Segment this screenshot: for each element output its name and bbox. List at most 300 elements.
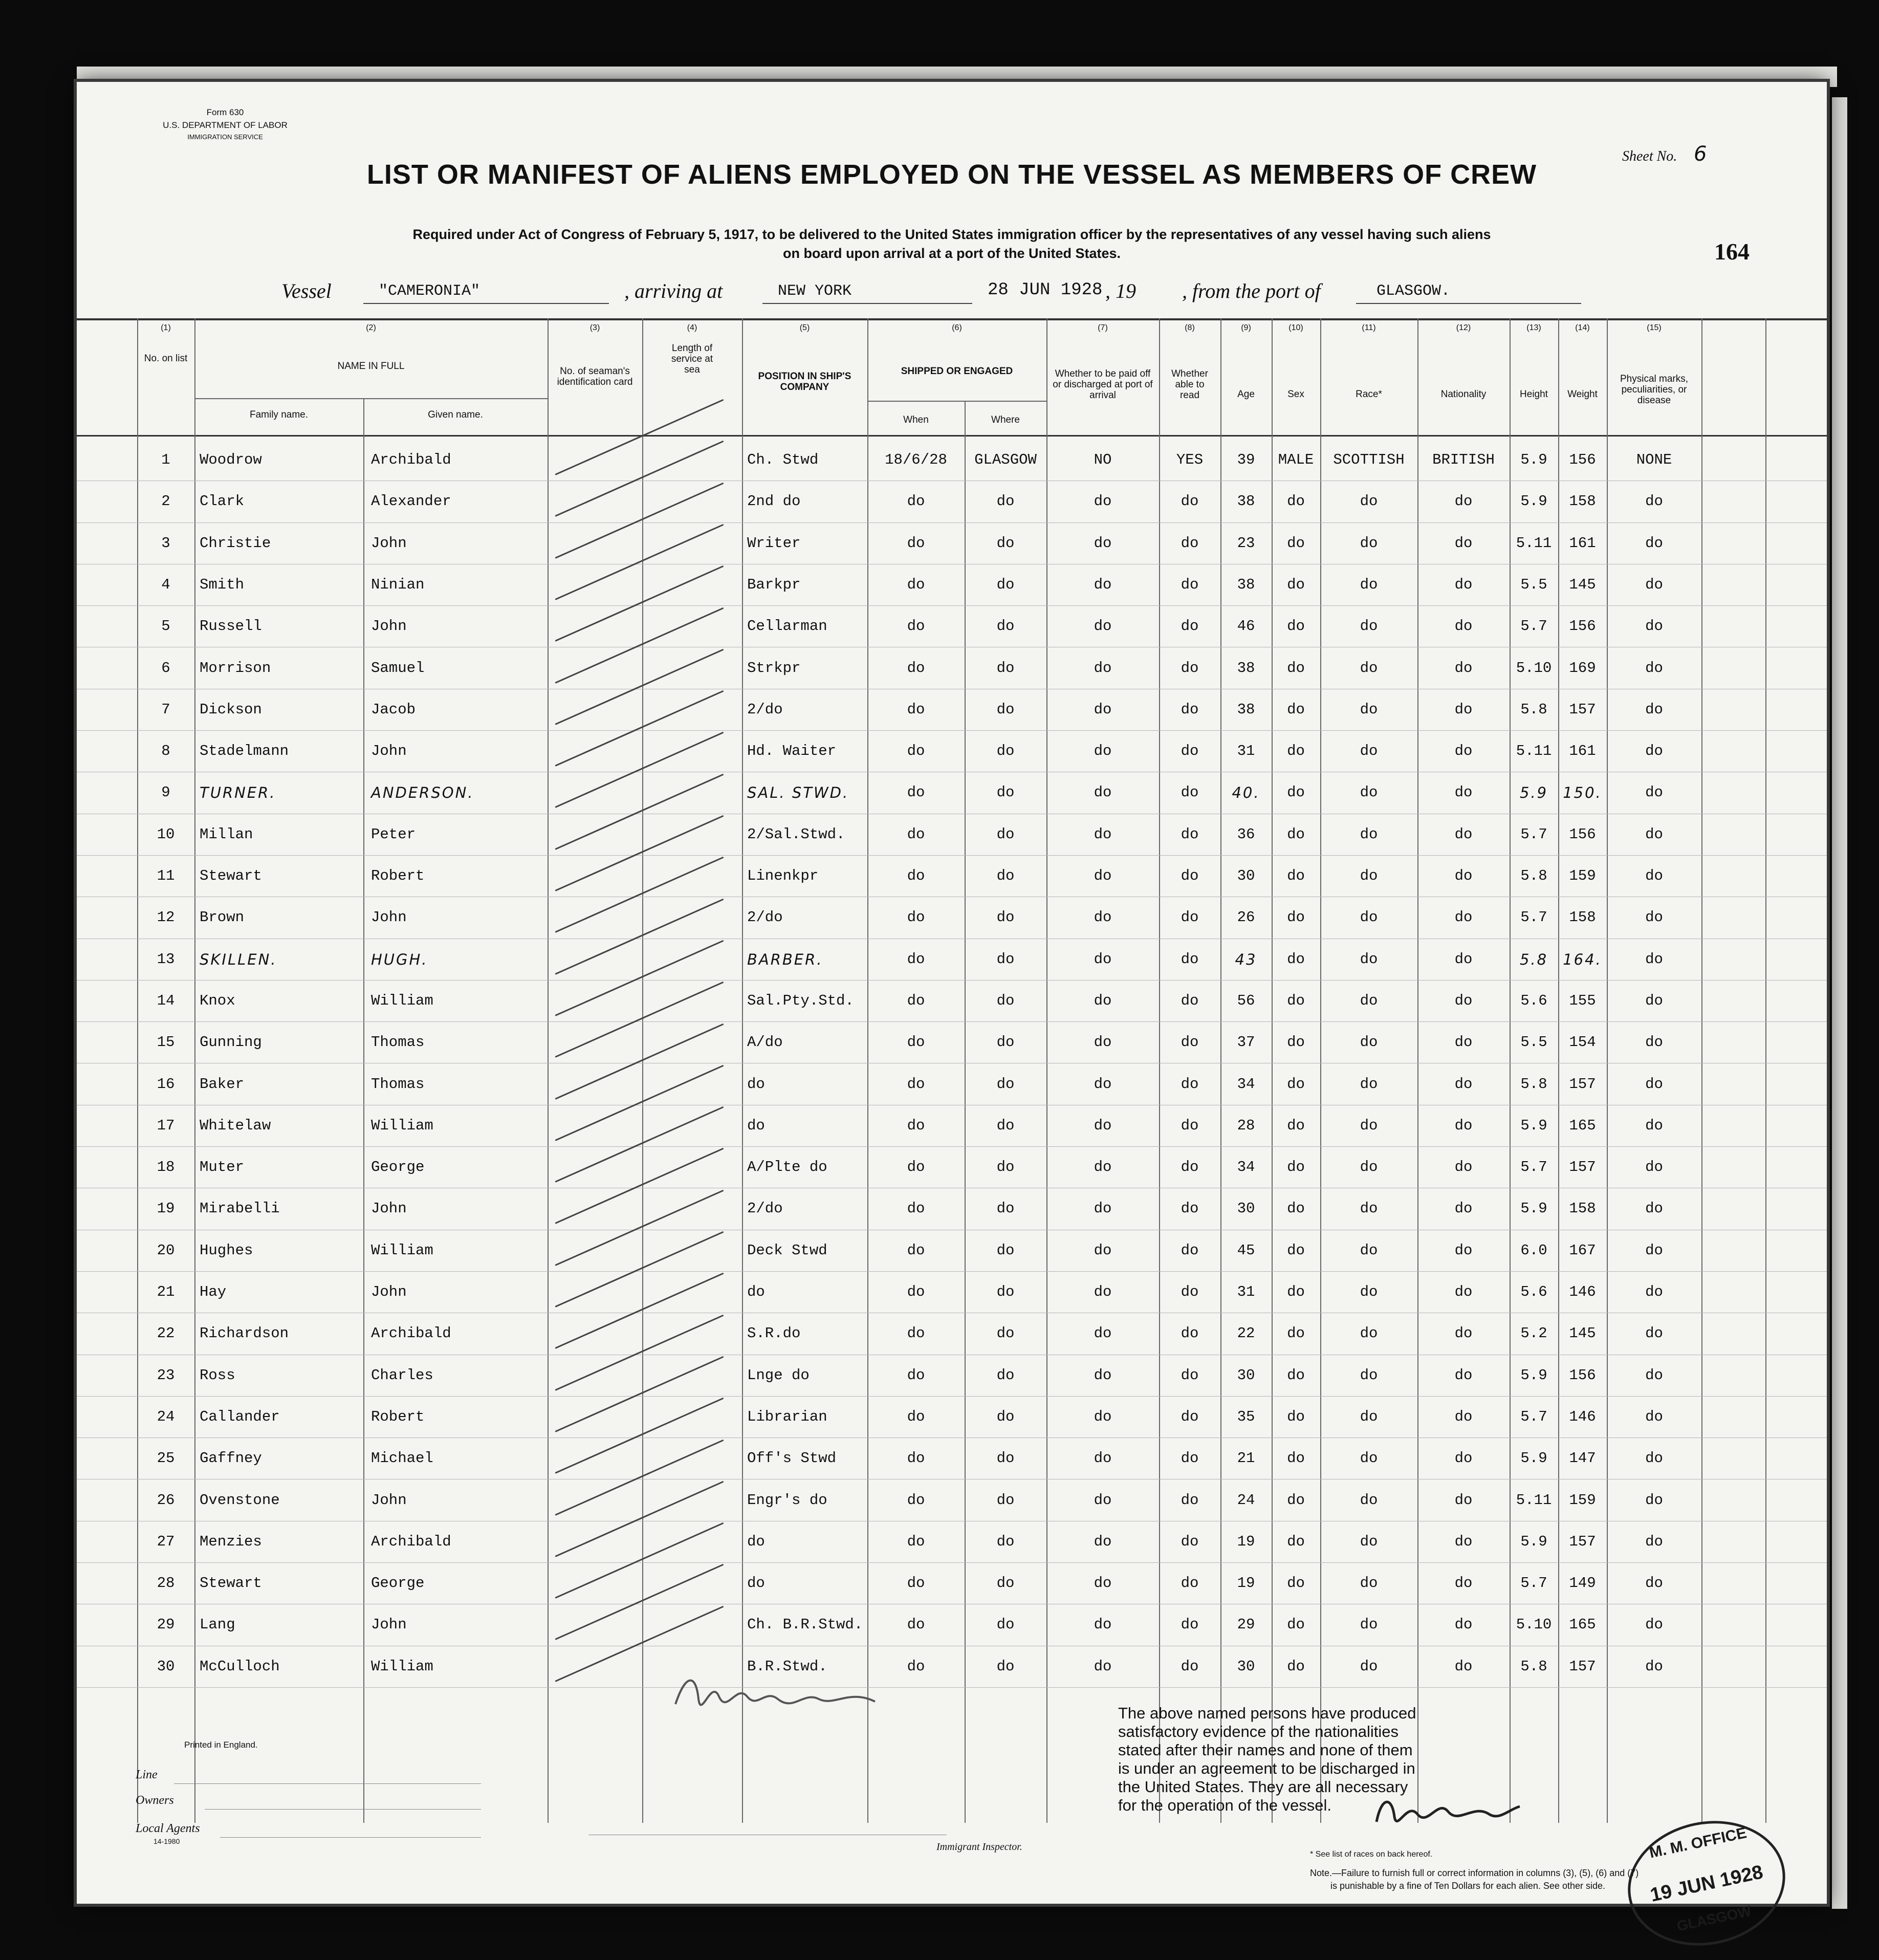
cell-when: do (907, 1242, 925, 1259)
col-2-number: (2) (366, 323, 376, 332)
cell-weight: 161 (1569, 743, 1596, 760)
cell-race: do (1360, 534, 1378, 552)
cell-paid: do (1094, 1325, 1112, 1342)
cell-when: do (907, 1117, 925, 1134)
col-7-label: Whether to be paid off or discharged at port of arrival (1053, 368, 1153, 401)
cell-read: do (1181, 1242, 1199, 1259)
cell-family: Dickson (200, 701, 262, 718)
cell-nationality: do (1454, 659, 1473, 677)
cell-height: 5.8 (1519, 950, 1548, 968)
cell-weight: 155 (1569, 992, 1596, 1009)
cell-height: 5.7 (1520, 825, 1547, 843)
stamp-bottom: GLASGOW (1675, 1903, 1753, 1934)
cell-weight: 156 (1569, 451, 1596, 468)
cell-given: Samuel (371, 659, 425, 677)
cell-height: 5.9 (1520, 493, 1547, 510)
col-10-label: Sex (1287, 389, 1304, 400)
cell-age: 38 (1237, 701, 1255, 718)
cell-family: TURNER. (200, 784, 276, 802)
year-label: , 19 (1105, 279, 1136, 302)
page-edge-right (1832, 97, 1847, 1909)
cell-read: do (1181, 1325, 1199, 1342)
cell-family: Baker (200, 1075, 245, 1093)
cell-marks: do (1645, 743, 1663, 760)
cell-race: do (1360, 825, 1378, 843)
cell-when: do (907, 1325, 925, 1342)
cell-race: do (1360, 1159, 1378, 1176)
cell-no: 21 (157, 1283, 175, 1300)
cell-nationality: do (1454, 1658, 1473, 1675)
stamp-top: M. M. OFFICE (1648, 1824, 1749, 1862)
statement-line-6: for the operation of the vessel. (1118, 1796, 1332, 1814)
cell-sex: do (1287, 909, 1305, 926)
col-9-label: Age (1237, 389, 1255, 400)
cell-where: do (996, 825, 1015, 843)
cell-paid: do (1094, 1034, 1112, 1051)
cell-weight: 149 (1569, 1575, 1596, 1592)
col-12-label: Nationality (1440, 389, 1487, 400)
cell-nationality: do (1454, 1117, 1473, 1134)
cell-paid: do (1094, 1366, 1112, 1384)
cell-family: Callander (200, 1408, 280, 1425)
cell-nationality: do (1454, 701, 1473, 718)
cell-race: do (1360, 1283, 1378, 1300)
cell-family: Stewart (200, 867, 262, 884)
cell-where: do (996, 1117, 1015, 1134)
cell-sex: do (1287, 1075, 1305, 1093)
cell-paid: do (1094, 1283, 1112, 1300)
cell-weight: 150. (1563, 784, 1602, 802)
cell-when: do (907, 1159, 925, 1176)
cell-given: John (371, 534, 407, 552)
form-code: 14-1980 (154, 1837, 180, 1845)
cell-where: do (996, 701, 1015, 718)
cell-nationality: do (1454, 1491, 1473, 1509)
cell-height: 6.0 (1520, 1242, 1547, 1259)
cell-paid: do (1094, 659, 1112, 677)
mm-office-stamp (1616, 1806, 1797, 1959)
cell-race: do (1360, 493, 1378, 510)
table-row (77, 1480, 1827, 1521)
cell-given: Peter (371, 825, 416, 843)
cell-weight: 169 (1569, 659, 1596, 677)
table-row (77, 482, 1827, 522)
cell-age: 36 (1237, 825, 1255, 843)
statement-line-1: The above named persons have produced (1118, 1704, 1416, 1722)
cell-sex: do (1287, 534, 1305, 552)
cell-paid: do (1094, 1075, 1112, 1093)
cell-where: do (996, 1616, 1015, 1634)
cell-when: do (907, 1408, 925, 1425)
cell-where: do (996, 1075, 1015, 1093)
cell-where: do (996, 909, 1015, 926)
cell-read: do (1181, 659, 1199, 677)
cell-marks: do (1645, 1616, 1663, 1634)
cell-no: 19 (157, 1200, 175, 1217)
cell-marks: NONE (1636, 451, 1672, 468)
cell-no: 10 (157, 825, 175, 843)
when-head: When (903, 415, 929, 425)
cell-age: 31 (1237, 1283, 1255, 1300)
cell-when: do (907, 618, 925, 635)
cell-given: Archibald (371, 1325, 451, 1342)
arrival-port: NEW YORK (778, 282, 852, 300)
cell-nationality: do (1454, 1408, 1473, 1425)
cell-nationality: do (1454, 743, 1473, 760)
cell-when: 18/6/28 (885, 451, 947, 468)
cell-given: John (371, 909, 407, 926)
cell-sex: do (1287, 1200, 1305, 1217)
cell-nationality: do (1454, 1366, 1473, 1384)
cell-age: 35 (1237, 1408, 1255, 1425)
col-5-number: (5) (799, 323, 810, 332)
cell-position: Barkpr (747, 576, 801, 593)
cell-height: 5.7 (1520, 618, 1547, 635)
cell-nationality: do (1454, 1616, 1473, 1634)
cell-marks: do (1645, 1450, 1663, 1467)
cell-when: do (907, 867, 925, 884)
cell-family: Hay (200, 1283, 227, 1300)
cell-family: Stadelmann (200, 743, 289, 760)
cell-race: do (1360, 1658, 1378, 1675)
cell-age: 22 (1237, 1325, 1255, 1342)
identification-slash (555, 399, 724, 475)
cell-family: Muter (200, 1159, 245, 1176)
cell-sex: do (1287, 1658, 1305, 1675)
table-row (77, 1064, 1827, 1105)
cell-age: 38 (1237, 576, 1255, 593)
cell-given: Jacob (371, 701, 416, 718)
cell-no: 24 (157, 1408, 175, 1425)
cell-marks: do (1645, 1200, 1663, 1217)
line-label: Line (136, 1768, 158, 1781)
cell-where: do (996, 659, 1015, 677)
cell-sex: do (1287, 1034, 1305, 1051)
cell-read: do (1181, 1533, 1199, 1550)
cell-marks: do (1645, 784, 1663, 801)
cell-where: do (996, 1575, 1015, 1592)
cell-read: do (1181, 1200, 1199, 1217)
cell-height: 5.11 (1516, 1491, 1552, 1509)
cell-nationality: do (1454, 909, 1473, 926)
col-11-number: (11) (1362, 323, 1376, 332)
cell-no: 23 (157, 1366, 175, 1384)
page-title: LIST OR MANIFEST OF ALIENS EMPLOYED ON THE VESSEL AS MEMBERS OF CREW (366, 159, 1537, 190)
cell-age: 24 (1237, 1491, 1255, 1509)
cell-when: do (907, 1200, 925, 1217)
cell-paid: do (1094, 1616, 1112, 1634)
cell-read: do (1181, 909, 1199, 926)
cell-height: 5.9 (1520, 1450, 1547, 1467)
col-3-label: No. of seaman's identification card (557, 366, 633, 387)
cell-weight: 165 (1569, 1616, 1596, 1634)
cell-race: do (1360, 992, 1378, 1009)
page-number: 164 (1714, 238, 1750, 265)
cell-height: 5.8 (1520, 701, 1547, 718)
cell-race: do (1360, 950, 1378, 968)
cell-when: do (907, 1575, 925, 1592)
cell-height: 5.10 (1516, 1616, 1552, 1634)
cell-sex: do (1287, 493, 1305, 510)
cell-given: John (371, 1283, 407, 1300)
cell-when: do (907, 1075, 925, 1093)
cell-nationality: do (1454, 1325, 1473, 1342)
cell-age: 46 (1237, 618, 1255, 635)
cell-paid: do (1094, 1450, 1112, 1467)
cell-position: Off's Stwd (747, 1450, 837, 1467)
cell-age: 56 (1237, 992, 1255, 1009)
cell-paid: do (1094, 1200, 1112, 1217)
cell-race: do (1360, 1075, 1378, 1093)
cell-nationality: do (1454, 493, 1473, 510)
cell-age: 45 (1237, 1242, 1255, 1259)
cell-no: 20 (157, 1242, 175, 1259)
cell-position: S.R.do (747, 1325, 801, 1342)
table-row (77, 1189, 1827, 1230)
cell-sex: do (1287, 825, 1305, 843)
cell-family: Lang (200, 1616, 235, 1634)
col-2-label: NAME IN FULL (337, 361, 405, 372)
cell-age: 30 (1237, 1366, 1255, 1384)
cell-given: Charles (371, 1366, 433, 1384)
cell-marks: do (1645, 1325, 1663, 1342)
cell-marks: do (1645, 1283, 1663, 1300)
statement-line-2: satisfactory evidence of the nationalities (1118, 1723, 1399, 1740)
cell-when: do (907, 992, 925, 1009)
cell-age: 39 (1237, 451, 1255, 468)
cell-height: 5.9 (1520, 1533, 1547, 1550)
cell-nationality: BRITISH (1432, 451, 1495, 468)
cell-position: Librarian (747, 1408, 827, 1425)
cell-height: 5.8 (1520, 1075, 1547, 1093)
col-15-label: Physical marks, peculiarities, or disease (1620, 374, 1689, 406)
cell-height: 5.8 (1520, 867, 1547, 884)
cell-when: do (907, 825, 925, 843)
cell-weight: 157 (1569, 1159, 1596, 1176)
cell-race: do (1360, 1408, 1378, 1425)
col-6-number: (6) (952, 323, 962, 332)
cell-no: 11 (157, 867, 175, 884)
cell-where: do (996, 1200, 1015, 1217)
cell-age: 28 (1237, 1117, 1255, 1134)
cell-family: McCulloch (200, 1658, 280, 1675)
departure-underline (1356, 303, 1581, 304)
cell-no: 12 (157, 909, 175, 926)
cell-race: do (1360, 1533, 1378, 1550)
cell-nationality: do (1454, 1533, 1473, 1550)
cell-where: do (996, 992, 1015, 1009)
cell-nationality: do (1454, 992, 1473, 1009)
cell-nationality: do (1454, 1283, 1473, 1300)
cell-when: do (907, 1533, 925, 1550)
cell-height: 5.9 (1520, 1200, 1547, 1217)
cell-nationality: do (1454, 784, 1473, 801)
cell-no: 15 (157, 1034, 175, 1051)
cell-given: Michael (371, 1450, 433, 1467)
cell-weight: 145 (1569, 1325, 1596, 1342)
cell-no: 27 (157, 1533, 175, 1550)
cell-where: do (996, 1159, 1015, 1176)
master-signature (1371, 1786, 1525, 1837)
cell-height: 5.9 (1520, 1117, 1547, 1134)
form-number: Form 630 (206, 107, 244, 117)
cell-weight: 159 (1569, 867, 1596, 884)
cell-paid: do (1094, 784, 1112, 801)
cell-when: do (907, 576, 925, 593)
col-11-label: Race* (1356, 389, 1382, 400)
cell-age: 34 (1237, 1159, 1255, 1176)
shipped-subhead-line (867, 401, 1046, 402)
table-row (77, 648, 1827, 689)
cell-race: do (1360, 1242, 1378, 1259)
cell-family: Stewart (200, 1575, 262, 1592)
cell-read: do (1181, 1658, 1199, 1675)
cell-family: Morrison (200, 659, 271, 677)
cell-where: do (996, 743, 1015, 760)
cell-race: do (1360, 867, 1378, 884)
cell-paid: do (1094, 1491, 1112, 1509)
cell-age: 37 (1237, 1034, 1255, 1051)
cell-sex: do (1287, 1366, 1305, 1384)
cell-marks: do (1645, 1159, 1663, 1176)
cell-weight: 157 (1569, 1533, 1596, 1550)
cell-sex: do (1287, 1159, 1305, 1176)
cell-race: do (1360, 784, 1378, 801)
cell-position: Engr's do (747, 1491, 827, 1509)
cell-marks: do (1645, 825, 1663, 843)
cell-family: Gaffney (200, 1450, 262, 1467)
cell-position: do (747, 1075, 765, 1093)
cell-given: John (371, 1491, 407, 1509)
cell-family: Hughes (200, 1242, 253, 1259)
cell-sex: do (1287, 1242, 1305, 1259)
cell-nationality: do (1454, 1034, 1473, 1051)
cell-height: 5.7 (1520, 909, 1547, 926)
cell-race: do (1360, 743, 1378, 760)
cell-weight: 157 (1569, 1658, 1596, 1675)
table-row (77, 1647, 1827, 1688)
cell-marks: do (1645, 493, 1663, 510)
cell-weight: 165 (1569, 1117, 1596, 1134)
cell-when: do (907, 784, 925, 801)
cell-no: 4 (161, 576, 170, 593)
cell-read: do (1181, 1575, 1199, 1592)
inspector-signature (670, 1668, 885, 1725)
cell-read: do (1181, 1616, 1199, 1634)
cell-when: do (907, 659, 925, 677)
cell-age: 26 (1237, 909, 1255, 926)
cell-read: do (1181, 992, 1199, 1009)
cell-read: do (1181, 743, 1199, 760)
cell-paid: do (1094, 825, 1112, 843)
table-row (77, 1522, 1827, 1563)
cell-paid: do (1094, 576, 1112, 593)
cell-family: Smith (200, 576, 245, 593)
col-4-number: (4) (687, 323, 697, 332)
cell-sex: do (1287, 1283, 1305, 1300)
arrival-date: 28 JUN 1928 (988, 280, 1103, 300)
cell-race: SCOTTISH (1333, 451, 1405, 468)
row-rule (77, 730, 1827, 731)
cell-no: 9 (161, 784, 170, 801)
cell-family: SKILLEN. (200, 950, 277, 968)
cell-nationality: do (1454, 1200, 1473, 1217)
cell-read: do (1181, 1117, 1199, 1134)
cell-where: do (996, 1491, 1015, 1509)
cell-age: 19 (1237, 1575, 1255, 1592)
cell-given: Archibald (371, 451, 451, 468)
cell-no: 2 (161, 493, 170, 510)
cell-height: 5.7 (1520, 1159, 1547, 1176)
cell-marks: do (1645, 950, 1663, 968)
cell-where: do (996, 867, 1015, 884)
cell-marks: do (1645, 618, 1663, 635)
cell-height: 5.6 (1520, 992, 1547, 1009)
cell-no: 3 (161, 534, 170, 552)
cell-where: do (996, 1658, 1015, 1675)
row-rule (77, 1396, 1827, 1397)
cell-family: Ovenstone (200, 1491, 280, 1509)
cell-height: 5.2 (1520, 1325, 1547, 1342)
cell-read: do (1181, 1408, 1199, 1425)
cell-weight: 156 (1569, 825, 1596, 843)
cell-no: 22 (157, 1325, 175, 1342)
cell-position: Writer (747, 534, 801, 552)
sheet-number: 6 (1694, 142, 1709, 166)
cell-nationality: do (1454, 950, 1473, 968)
cell-given: Thomas (371, 1075, 425, 1093)
cell-race: do (1360, 909, 1378, 926)
cell-read: do (1181, 1450, 1199, 1467)
cell-height: 5.9 (1519, 784, 1548, 802)
cell-marks: do (1645, 1075, 1663, 1093)
local-agents-label: Local Agents (136, 1822, 200, 1835)
cell-read: do (1181, 534, 1199, 552)
cell-paid: do (1094, 1117, 1112, 1134)
owners-label: Owners (136, 1794, 174, 1807)
cell-read: do (1181, 701, 1199, 718)
cell-marks: do (1645, 909, 1663, 926)
cell-age: 38 (1237, 659, 1255, 677)
cell-weight: 145 (1569, 576, 1596, 593)
col-12-number: (12) (1456, 323, 1471, 332)
cell-weight: 164. (1563, 950, 1602, 968)
cell-race: do (1360, 1117, 1378, 1134)
cell-when: do (907, 1283, 925, 1300)
cell-height: 5.10 (1516, 659, 1552, 677)
cell-read: do (1181, 1075, 1199, 1093)
cell-age: 40. (1232, 784, 1260, 802)
see-list-note: * See list of races on back hereof. (1310, 1850, 1433, 1859)
cell-given: Robert (371, 1408, 425, 1425)
cell-read: YES (1176, 451, 1204, 468)
table-row (77, 1439, 1827, 1479)
cell-marks: do (1645, 867, 1663, 884)
cell-given: HUGH. (371, 950, 428, 968)
cell-weight: 156 (1569, 1366, 1596, 1384)
cell-where: do (996, 1242, 1015, 1259)
table-row (77, 773, 1827, 814)
cell-paid: do (1094, 1533, 1112, 1550)
statement-line-4: is under an agreement to be discharged in (1118, 1759, 1415, 1777)
row-rule (77, 980, 1827, 981)
cell-where: do (996, 493, 1015, 510)
cell-sex: do (1287, 1408, 1305, 1425)
cell-weight: 146 (1569, 1283, 1596, 1300)
cell-where: do (996, 1408, 1015, 1425)
vessel-name: "CAMERONIA" (379, 282, 480, 300)
cell-where: do (996, 950, 1015, 968)
